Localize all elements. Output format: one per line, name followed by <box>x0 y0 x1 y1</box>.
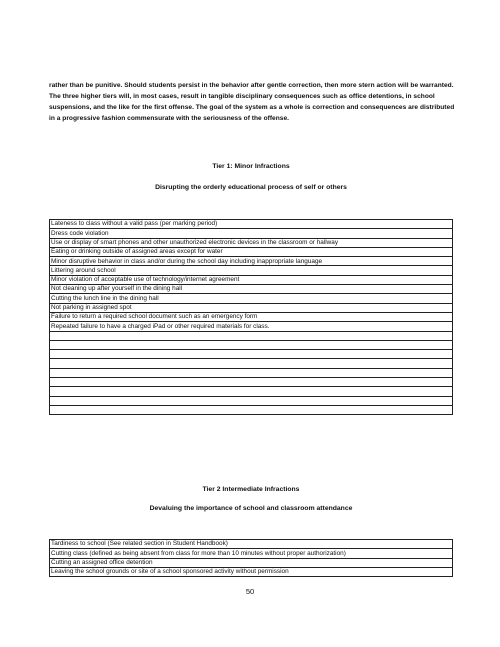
table-row <box>50 229 453 238</box>
table-cell: Not parking in assigned spot <box>50 303 453 312</box>
table-cell: Cutting an assigned office detention <box>50 558 453 567</box>
table-cell: Eating or drinking outside of assigned areas except for water <box>50 247 453 256</box>
tier1-title: Tier 1: Minor Infractions <box>212 163 290 170</box>
tier2-subtitle: Devaluing the importance of school and classroom attendance <box>149 505 353 512</box>
table-row <box>50 303 453 312</box>
table-row <box>50 368 453 377</box>
table-row <box>50 558 453 567</box>
table-row <box>50 331 453 340</box>
tier2-title: Tier 2 Intermediate Infractions <box>202 486 300 493</box>
table-row <box>50 567 453 576</box>
table-row <box>50 359 453 368</box>
tier2-infractions-table <box>49 539 453 577</box>
table-row <box>50 312 453 321</box>
table-row <box>50 294 453 303</box>
table-cell: Dress code violation <box>50 229 453 238</box>
table-row <box>50 387 453 396</box>
table-row <box>50 285 453 294</box>
table-cell <box>50 405 453 414</box>
table-cell <box>50 331 453 340</box>
table-row <box>50 322 453 331</box>
tier1-subtitle: Disrupting the orderly educational process of self or others <box>155 184 347 191</box>
table-cell <box>50 359 453 368</box>
table-row <box>50 378 453 387</box>
table-cell: Use or display of smart phones and other unauthorized electronic devices in the classroom or hallway <box>50 238 453 247</box>
table-cell: Minor violation of acceptable use of technology/internet agreement <box>50 275 453 284</box>
table-row <box>50 540 453 549</box>
table-row <box>50 340 453 349</box>
intro-paragraph: rather than be punitive. Should students persist in the behavior after gentle correction, then more stern action will be warranted. The three higher tiers will, in most cases, result in tangible disciplinary consequences such as office detentions, in school suspensions, and the like for the first offense. The goal of the system as a whole is correction and consequences are distributed in a progressive fashion commensurate with the seriousness of the offense. <box>49 82 455 122</box>
table-row <box>50 549 453 558</box>
table-cell: Leaving the school grounds or site of a school sponsored activity without permission <box>50 567 453 576</box>
table-cell: Tardiness to school (See related section in Student Handbook) <box>50 540 453 549</box>
table-cell <box>50 387 453 396</box>
table-row <box>50 257 453 266</box>
table-row <box>50 220 453 229</box>
table-cell: Cutting the lunch line in the dining hall <box>50 294 453 303</box>
table-cell: Minor disruptive behavior in class and/or during the school day including inappropriate language <box>50 257 453 266</box>
tier1-infractions-table <box>49 219 453 415</box>
table-cell: Lateness to class without a valid pass (per marking period) <box>50 220 453 229</box>
table-cell: Littering around school <box>50 266 453 275</box>
table-cell <box>50 378 453 387</box>
table-row <box>50 266 453 275</box>
table-cell: Failure to return a required school document such as an emergency form <box>50 312 453 321</box>
table-cell <box>50 368 453 377</box>
table-cell: Not cleaning up after yourself in the dining hall <box>50 285 453 294</box>
table-row <box>50 238 453 247</box>
page-number: 50 <box>245 587 255 596</box>
table-cell: Repeated failure to have a charged iPad or other required materials for class. <box>50 322 453 331</box>
table-cell <box>50 350 453 359</box>
table-row <box>50 350 453 359</box>
table-row <box>50 405 453 414</box>
table-cell <box>50 340 453 349</box>
table-row <box>50 275 453 284</box>
table-cell: Cutting class (defined as being absent from class for more than 10 minutes without proper authorization) <box>50 549 453 558</box>
table-cell <box>50 396 453 405</box>
table-row <box>50 396 453 405</box>
table-row <box>50 247 453 256</box>
